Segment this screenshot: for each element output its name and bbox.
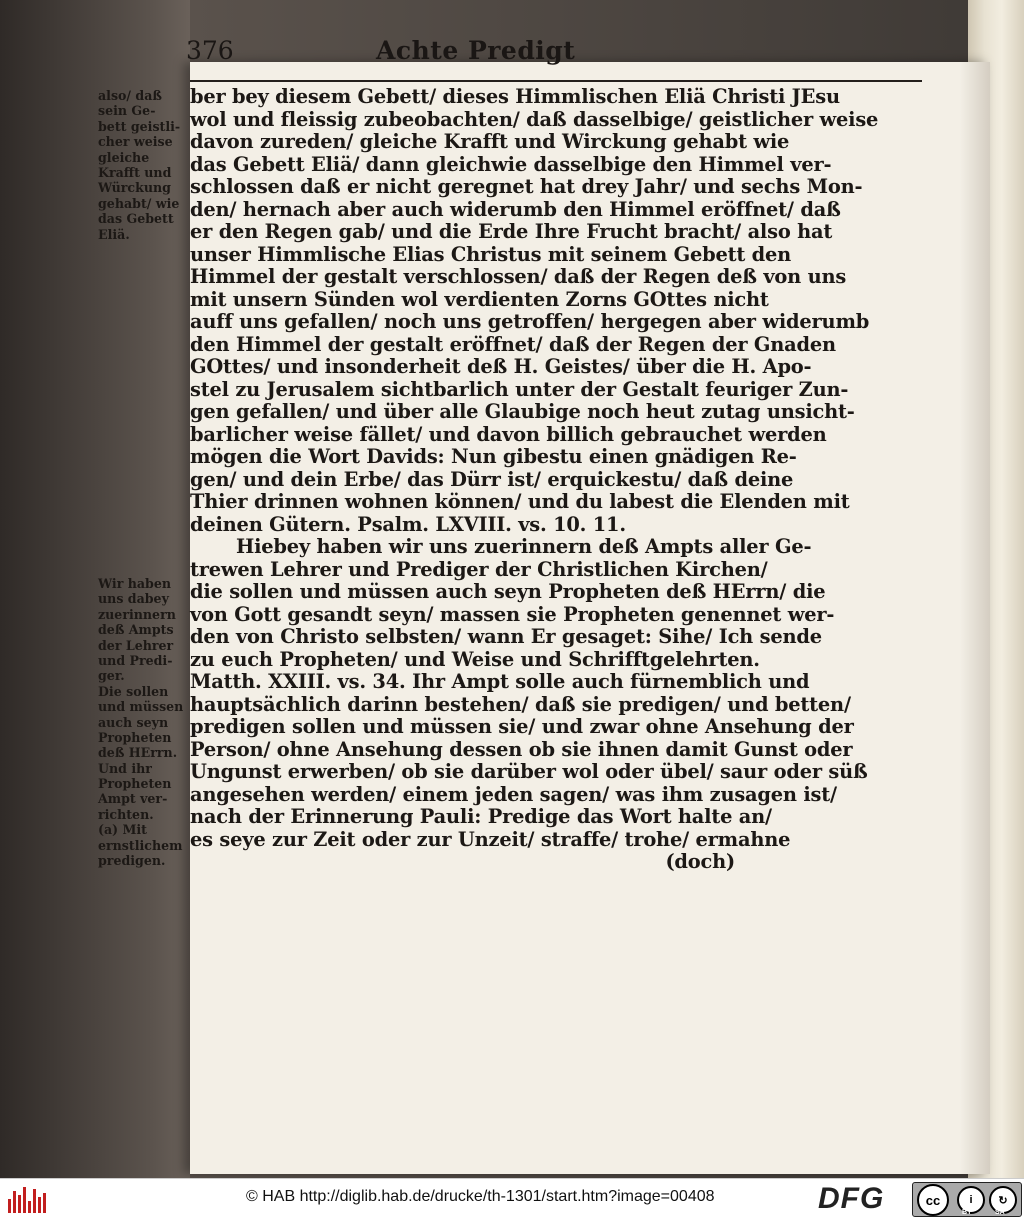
main-text-block: [190, 85, 879, 874]
text-line: hauptsächlich darinn bestehen/ daß sie predigen/ und betten/: [190, 692, 851, 716]
text-line: angesehen werden/ einem jeden sagen/ was ihm zusagen ist/: [190, 782, 837, 806]
margin-line: richten.: [98, 806, 154, 822]
margin-line: zuerinnern: [98, 606, 176, 622]
margin-line: Propheten: [98, 729, 172, 745]
text-line: schlossen daß er nicht geregnet hat drey Jahr/ und sechs Mon-: [190, 175, 863, 198]
text-line: GOttes/ und insonderheit deß H. Geistes/ über die H. Apo-: [190, 355, 812, 378]
margin-line: bett geistli-: [98, 118, 181, 134]
text-line: es seye zur Zeit oder zur Unzeit/ straffe/ trohe/ ermahne: [190, 827, 791, 851]
margin-note-1: [98, 88, 190, 242]
margin-line: Propheten: [98, 776, 172, 792]
text-line: predigen sollen und müssen sie/ und zwar ohne Ansehung der: [190, 715, 854, 738]
margin-line: und Predi-: [98, 652, 173, 668]
header-rule: [190, 80, 922, 82]
text-line: davon zureden/ gleiche Krafft und Wirckung gehabt wie: [190, 130, 790, 153]
cc-icon: cc: [917, 1184, 949, 1216]
margin-line: sein Ge-: [98, 103, 156, 119]
margin-line: also/ daß: [98, 88, 162, 103]
margin-line: uns dabey: [98, 591, 169, 607]
margin-line: ernstlichem: [98, 837, 183, 853]
margin-line: Ampt ver-: [98, 791, 168, 807]
text-line: den von Christo selbsten/ wann Er gesaget: Sihe/ Ich sende: [190, 625, 822, 648]
text-line: Himmel der gestalt verschlossen/ daß der Regen deß von uns: [190, 265, 847, 288]
text-line: gen gefallen/ und über alle Glaubige noch heut zutag unsicht-: [190, 400, 855, 423]
margin-line: und müssen: [98, 699, 184, 715]
margin-line: der Lehrer: [98, 637, 174, 653]
text-line: Ungunst erwerben/ ob sie darüber wol oder übel/ saur oder süß: [190, 760, 868, 783]
text-line: (doch): [665, 850, 735, 873]
margin-line: gehabt/ wie: [98, 195, 180, 211]
text-line: unser Himmlische Elias Christus mit seinem Gebett den: [190, 242, 792, 266]
text-line: nach der Erinnerung Pauli: Predige das Wort halte an/: [190, 805, 772, 828]
text-line: mögen die Wort Davids: Nun gibestu einen gnädigen Re-: [190, 445, 797, 468]
text-line: das Gebett Eliä/ dann gleichwie dasselbige den Himmel ver-: [190, 152, 832, 176]
text-line: barlicher weise fället/ und davon billich gebrauchet werden: [190, 422, 827, 446]
margin-line: gleiche: [98, 149, 150, 165]
text-line: die sollen und müssen auch seyn Propheten deß HErrn/ die: [190, 580, 826, 603]
margin-note-2: [98, 576, 190, 868]
cc-license-badge[interactable]: [912, 1182, 1022, 1217]
text-line: Thier drinnen wohnen können/ und du labest die Elenden mit: [190, 490, 850, 513]
hab-barcode-logo: [8, 1187, 48, 1213]
margin-line: Wir haben: [98, 576, 172, 591]
text-line: den/ hernach aber auch widerumb den Himmel eröffnet/ daß: [190, 197, 841, 221]
text-line: trewen Lehrer und Prediger der Christlichen Kirchen/: [190, 557, 768, 581]
text-line: stel zu Jerusalem sichtbarlich unter der Gestalt feuriger Zun-: [190, 377, 849, 401]
text-line: Matth. XXIII. vs. 34. Ihr Ampt solle auch fürnemblich und: [190, 670, 810, 693]
margin-line: das Gebett: [98, 211, 174, 227]
text-line: er den Regen gab/ und die Erde Ihre Frucht bracht/ also hat: [190, 220, 833, 243]
margin-line: Die sollen: [98, 683, 169, 699]
margin-line: (a) Mit: [98, 822, 148, 838]
text-line: deinen Gütern. Psalm. LXVIII. vs. 10. 11.: [190, 512, 626, 536]
margin-line: predigen.: [98, 853, 166, 869]
margin-line: Würckung: [98, 180, 171, 196]
text-line: mit unsern Sünden wol verdienten Zorns GOttes nicht: [190, 287, 769, 311]
dfg-logo: DFG: [818, 1182, 885, 1215]
text-line: auff uns gefallen/ noch uns getroffen/ hergegen aber widerumb: [190, 310, 870, 333]
viewer-footer: [0, 1178, 1024, 1218]
margin-line: Und ihr: [98, 760, 152, 776]
text-line: Hiebey haben wir uns zuerinnern deß Ampts aller Ge-: [236, 535, 812, 558]
text-line: wol und fleissig zubeobachten/ daß dasselbige/ geistlicher weise: [190, 107, 879, 131]
by-person-icon: i: [957, 1186, 985, 1214]
copyright-credit-link[interactable]: © HAB http://diglib.hab.de/drucke/th-1301/start.htm?image=00408: [246, 1188, 715, 1205]
by-label: BY: [962, 1209, 972, 1216]
text-line: Person/ ohne Ansehung dessen ob sie ihnen damit Gunst oder: [190, 737, 853, 761]
text-line: von Gott gesandt seyn/ massen sie Propheten genennet wer-: [190, 602, 835, 626]
sa-share-icon: ↻: [989, 1186, 1017, 1214]
margin-line: deß Ampts: [98, 622, 174, 638]
text-line: gen/ und dein Erbe/ das Dürr ist/ erquickestu/ daß deine: [190, 467, 794, 491]
sa-label: SA: [995, 1209, 1005, 1216]
running-head: Achte Predigt: [376, 36, 576, 65]
margin-line: auch seyn: [98, 714, 169, 730]
margin-line: Eliä.: [98, 226, 130, 242]
text-line: ber bey diesem Gebett/ dieses Himmlischen Eliä Christi JEsu: [190, 85, 840, 108]
margin-line: ger.: [98, 668, 125, 684]
margin-line: cher weise: [98, 134, 173, 150]
page-number: 376: [186, 36, 234, 65]
margin-line: Krafft und: [98, 164, 172, 180]
text-line: den Himmel der gestalt eröffnet/ daß der Regen der Gnaden: [190, 332, 836, 356]
text-line: zu euch Propheten/ und Weise und Schrifftgelehrten.: [190, 647, 760, 671]
margin-line: deß HErrn.: [98, 745, 178, 761]
